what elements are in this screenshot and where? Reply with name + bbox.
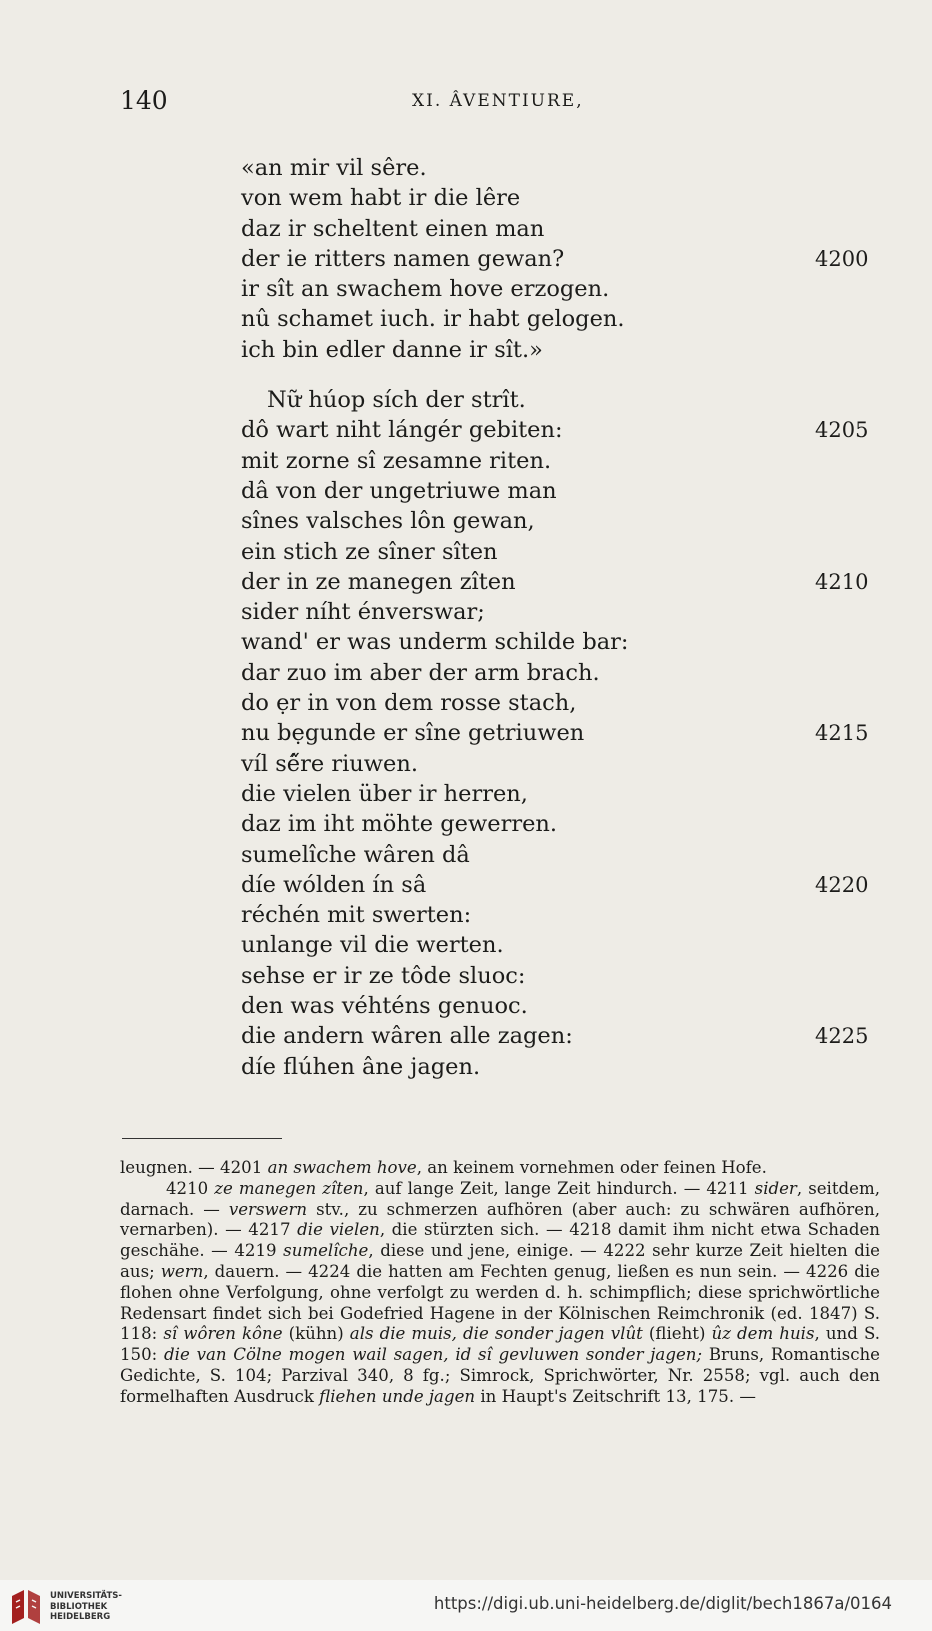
verse-text: die andern wâren alle zagen:	[241, 1023, 573, 1050]
verse-line	[241, 214, 881, 244]
footnote-text: (kühn)	[282, 1324, 350, 1344]
verse-line-number: 4225	[815, 1024, 869, 1049]
verse-text: víl sê̋re riuwen.	[241, 750, 419, 777]
verse-line	[241, 244, 881, 274]
verse-text: unlange vil die werten.	[241, 932, 504, 959]
verse-line	[241, 567, 881, 597]
footnote-citation: die vielen	[297, 1220, 380, 1240]
verse-line	[241, 870, 881, 900]
footnote-citation: als die muis, die sonder jagen vlût	[349, 1324, 643, 1344]
verse-text: von wem habt ir die lêre	[241, 185, 521, 212]
footnote-citation: die van Cölne mogen wail sagen, id sî gevluwen sonder jagen;	[164, 1345, 703, 1365]
footnotes	[120, 1158, 880, 1408]
footnote-citation: sider	[754, 1178, 797, 1198]
footnote-rule	[122, 1138, 282, 1139]
verse-text: sînes valsches lôn gewan,	[241, 508, 535, 535]
footnote-text: , seitdem, darnach. —	[120, 1178, 880, 1219]
verse-line	[241, 597, 881, 627]
verse-text: den was véhténs genuoc.	[241, 993, 528, 1020]
verse-line	[241, 991, 881, 1021]
footnote-citation: verswern	[228, 1199, 308, 1219]
footnote-text: 4210	[166, 1178, 215, 1198]
footnote-citation: fliehen unde jagen	[319, 1386, 476, 1406]
footnote-text: , diese und jene, einige. — 4222 sehr kurze Zeit hielten die aus;	[120, 1241, 881, 1281]
footnote-text: , an keinem vornehmen oder feinen Hofe.	[416, 1158, 767, 1177]
verse-text: nû schamet iuch. ir habt gelogen.	[241, 306, 625, 333]
library-logo[interactable]	[10, 1588, 140, 1626]
verse-line-number: 4215	[815, 721, 869, 746]
verse-line	[241, 779, 881, 809]
verse-line	[241, 1021, 881, 1051]
verse-text: der in ze manegen zîten	[241, 568, 516, 595]
verse-text: ir sît an swachem hove erzogen.	[241, 276, 610, 303]
verse-text: sider níht énverswar;	[241, 599, 485, 626]
source-url-link[interactable]: https://digi.ub.uni-heidelberg.de/diglit/bech1867a/0164	[433, 1594, 892, 1613]
verse-text: «an mir vil sêre.	[241, 155, 427, 181]
verse-line	[241, 183, 881, 213]
verse-line-number: 4210	[815, 569, 869, 594]
logo-line: BIBLIOTHEK	[50, 1601, 108, 1612]
verse-line	[241, 274, 881, 304]
verse-line	[241, 627, 881, 657]
verse-text: sumelîche wâren dâ	[241, 841, 470, 868]
verse-text: díe flúhen âne jagen.	[241, 1053, 481, 1080]
footnote-citation: wern	[160, 1261, 204, 1281]
verse-text: dâ von der ungetriuwe man	[241, 477, 557, 504]
verse-text: daz im iht möhte gewerren.	[241, 811, 558, 838]
verse-line	[241, 749, 881, 779]
verse-line	[241, 809, 881, 839]
viewer-footer	[0, 1580, 932, 1631]
verse-line	[241, 304, 881, 334]
verse-text: ich bin edler danne ir sît.»	[241, 336, 543, 363]
verse-line	[241, 537, 881, 567]
footnote-citation: sumelîche	[283, 1241, 369, 1261]
footnote-citation: sî wôren kône	[163, 1324, 283, 1344]
footnote-citation: an swachem hove	[267, 1158, 417, 1177]
verse-text: réchén mit swerten:	[241, 902, 472, 929]
logo-line: HEIDELBERG	[50, 1612, 111, 1622]
verse-text: dar zuo im aber der arm brach.	[241, 659, 600, 686]
verse-line-number: 4200	[815, 246, 869, 271]
verse-line	[241, 506, 881, 536]
footnote-text: Bruns, Romantische Gedichte, S. 104; Parzival 340, 8 fg.; Simrock, Sprichwörter, Nr. 2558; vgl. auch den formelhaften Ausdruck	[120, 1345, 880, 1406]
verse-line	[241, 385, 881, 415]
library-logo-text	[50, 1591, 122, 1623]
logo-line: UNIVERSITÄTS-	[50, 1591, 122, 1601]
verse-text: sehse er ir ze tôde sluoc:	[241, 962, 526, 989]
verse-line	[241, 476, 881, 506]
verse-line	[241, 335, 881, 365]
verse-line	[241, 415, 881, 445]
verse-line-number: 4220	[815, 872, 869, 897]
verse-line	[241, 900, 881, 930]
library-logo-icon	[10, 1588, 44, 1626]
footnote-text: , und S. 150:	[120, 1324, 880, 1365]
verse-text: Nữ húop sích der strît.	[267, 387, 526, 414]
footnote-citation: ûz dem huis	[711, 1324, 815, 1344]
verse-line	[241, 718, 881, 748]
verse-line	[241, 153, 881, 183]
verse-text: ein stich ze sîner sîten	[241, 538, 498, 565]
verse-block	[241, 153, 881, 1082]
verse-line	[241, 658, 881, 688]
footnote-text: , auf lange Zeit, lange Zeit hindurch. — 4211	[363, 1178, 755, 1198]
verse-text: do ẹr in von dem rosse stach,	[241, 690, 577, 717]
footnote-text: in Haupt's Zeitschrift 13, 175. —	[475, 1386, 756, 1406]
footnote-text: , dauern. — 4224 die hatten am Fechten genug, ließen es nun sein. — 4226 die flohen ohne Verfolgung, ohne verfolgt zu werden d. h. schimpflich; diese sprichwörtliche Redensart findet sich bei Godefried Hagene in der Kölnischen Reimchronik (ed. 1847) S. 118:	[120, 1261, 880, 1344]
verse-text: die vielen über ir herren,	[241, 780, 528, 807]
verse-text: mit zorne sî zesamne riten.	[241, 447, 552, 474]
footnote-text: , die stürzten sich. — 4218 damit ihm nicht etwa Schaden geschähe. — 4219	[120, 1220, 880, 1261]
verse-line	[241, 930, 881, 960]
verse-line	[241, 446, 881, 476]
verse-text: wand' er was underm schilde bar:	[241, 629, 629, 656]
footnote-citation: ze manegen zîten	[214, 1178, 364, 1198]
verse-line-number: 4205	[815, 418, 869, 443]
verse-line	[241, 1052, 881, 1082]
verse-line	[241, 840, 881, 870]
verse-text: díe wólden ín sâ	[241, 871, 427, 898]
page-header	[0, 86, 932, 120]
verse-text: dô wart niht lángér gebiten:	[241, 417, 563, 444]
verse-text: der ie ritters namen gewan?	[241, 245, 565, 272]
footnote-text: (flieht)	[642, 1324, 712, 1344]
footnote-paragraph-1	[120, 1158, 880, 1179]
footnote-text: leugnen. — 4201	[120, 1158, 268, 1177]
running-head: XI. ÂVENTIURE,	[412, 91, 584, 111]
footnote-text: stv., zu schmerzen aufhören (aber auch: zu schwären aufhören, vernarben). — 4217	[120, 1199, 880, 1240]
verse-line	[241, 688, 881, 718]
verse-text: nu bẹgunde er sîne getriuwen	[241, 720, 585, 747]
verse-text: daz ir scheltent einen man	[241, 215, 545, 242]
page-number: 140	[120, 86, 168, 115]
verse-line	[241, 961, 881, 991]
footnote-paragraph-2	[120, 1179, 880, 1408]
